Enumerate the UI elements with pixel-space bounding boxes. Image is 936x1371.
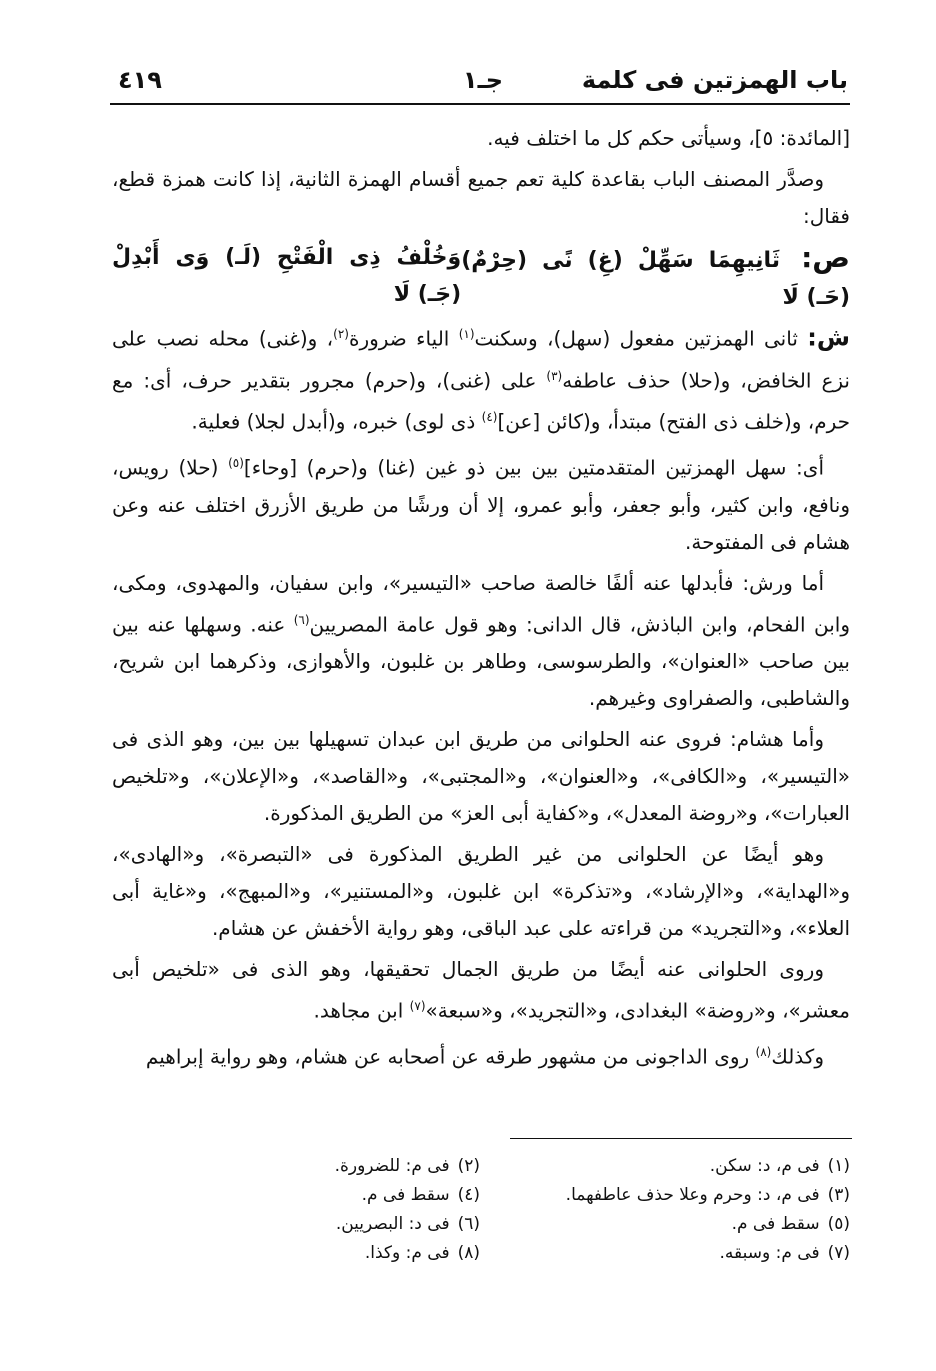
footnote-ref[interactable]: (٣) (546, 368, 563, 383)
volume-label: جـ١ (462, 66, 504, 94)
left-hemistich: وَخُلْفُ ذِى الْفَتْحِ (لَـ) وَى أَبْدِلْ (جَـ) لَا (112, 245, 462, 307)
footnote (480, 1239, 850, 1268)
footnote-number: (٦) (457, 1214, 480, 1234)
footnote-ref[interactable]: (٥) (228, 455, 244, 470)
footnote (480, 1181, 850, 1210)
footnote (110, 1239, 480, 1268)
paragraph: [المائدة: ٥]، وسيأتى حكم كل ما اختلف فيه. (487, 126, 850, 150)
footnote-number: (٧) (827, 1243, 850, 1263)
text-run: ثانى الهمزتين مفعول (سهل)، وسكنت (474, 326, 798, 351)
footnote (110, 1181, 480, 1210)
text-run: روى الداجونى من مشهور طرقه عن أصحابه عن هشام، وهو رواية إبراهيم (145, 1044, 756, 1069)
footnote (110, 1152, 480, 1181)
commentary-marker: ش: (807, 323, 851, 352)
header-rule (110, 103, 850, 105)
footnote-text: فى م: وسبقه. (719, 1243, 820, 1263)
footnote-ref[interactable]: (١) (458, 327, 475, 341)
text-run: أى: سهل الهمزتين المتقدمتين بين بين ذو غين (غنا) و(حرم) [وحاء] (243, 455, 825, 480)
footnotes (110, 1152, 850, 1268)
text-run: (حلا) رويس، ونافع، وابن كثير، وأبو جعفر، وأبو عمرو، إلا أن ورشًا من طريق الأزرق اختلف عنه وعن هشام فى المفتوحة. (112, 455, 850, 554)
text-run: أما ورش: فأبدلها عنه ألفًا خالصة صاحب «التيسير»، وابن سفيان، والمهدوى، ومكى، وابن الفحام، وابن الباذش، قال الدانى: وهو قول عامة المصريين (112, 570, 850, 637)
chapter-title: باب الهمزتين فى كلمة (581, 66, 848, 94)
footnote-ref[interactable]: (٤) (481, 410, 498, 425)
text-run: ابن مجاهد. (313, 998, 410, 1023)
footnote-text: فى م: للضرورة. (334, 1156, 450, 1176)
footnote-number: (٤) (457, 1185, 480, 1205)
footnote-text: فى م، د: وحرم وعلا حذف عاطفهما. (565, 1185, 820, 1205)
text-run: على (غنى)، و(حرم) مجرور بتقدير حرف، أى: مع حرم، و(خلف ذى الفتح) مبتدأ، و(كائن [عن] (112, 368, 850, 434)
paragraph: وصدَّر المصنف الباب بقاعدة كلية تعم جميع أقسام الهمزة الثانية، إذا كانت همزة قطع، فقال: (112, 167, 850, 228)
verse-marker: ص: (801, 241, 850, 274)
page-number: ٤١٩ (118, 66, 162, 94)
verse-right (461, 239, 850, 316)
text-run: وروى الحلوانى عنه أيضًا من طريق الجمال تحقيقها، وهو الذى فى «تلخيص أبى معشر»، و«روضة» البغدادى، و«التجريد»، و«سبعة» (112, 957, 850, 1023)
footnote-number: (٢) (457, 1156, 480, 1176)
paragraph: وهو أيضًا عن الحلوانى من غير الطريق المذكورة فى «التبصرة»، و«الهادى»، و«الهداية»، و«الإرشاد»، و«تذكرة» ابن غلبون، و«المستنير»، و«المبهج»، و«غاية أبى العلاء»، و«التجريد» من قراءته على عبد الباقى، وهو رواية الأخفش عن هشام. (112, 842, 850, 941)
right-hemistich: ثَانِيهِمَا سَهِّلْ (غِ) نًى (حِرْمٌ) (حَـ) لَا (461, 248, 850, 310)
page-header (118, 62, 848, 98)
paragraph (112, 445, 850, 561)
footnote-text: سقط فى م. (361, 1185, 450, 1205)
text-run: وكذلك (771, 1044, 824, 1069)
footnote-ref[interactable]: (٦) (293, 612, 310, 627)
main-text (112, 120, 850, 1080)
paragraph (112, 565, 850, 718)
commentary-paragraph (112, 316, 850, 441)
text-run: الياء ضرورة (348, 326, 459, 351)
footnote (480, 1152, 850, 1181)
footnote-ref[interactable]: (٧) (409, 999, 426, 1014)
footnote-ref[interactable]: (٢) (333, 327, 349, 341)
paragraph (112, 951, 850, 1030)
footnote-number: (٨) (457, 1243, 480, 1263)
footnote-number: (١) (827, 1156, 850, 1176)
footnote (480, 1210, 850, 1239)
footnote-text: سقط فى م. (731, 1214, 820, 1234)
footnote-text: فى د: البصريين. (335, 1214, 450, 1234)
paragraph: وأما هشام: فروى عنه الحلوانى من طريق ابن عبدان تسهيلها بين بين، وهو الذى فى «التيسير»، و«الكافى»، و«العنوان»، و«المجتبى»، و«القاصد»، و«الإعلان»، و«تلخيص العبارات»، و«روضة المعدل»، و«كفاية أبى العز» من الطريق المذكورة. (112, 727, 850, 826)
footnote-number: (٥) (827, 1214, 850, 1234)
text-run: ، و(غنى) محله نصب على نزع الخافض، و(حلا) حذف عاطفه (112, 326, 850, 393)
footnote-text: فى م، د: سكن. (709, 1156, 820, 1176)
footnote-ref[interactable]: (٨) (755, 1044, 772, 1059)
text-run: ذى لوى) خبره، و(أبدل لجلا) فعلية. (191, 409, 482, 434)
footnote-text: فى م: وكذا. (364, 1243, 450, 1263)
verse-line (112, 239, 850, 316)
footnote-number: (٣) (827, 1185, 850, 1205)
paragraph (112, 1034, 850, 1076)
footnote-rule (510, 1138, 852, 1139)
footnote (110, 1210, 480, 1239)
text-run: عنه. وسهلها عنه بين بين صاحب «العنوان»، والطرسوسى، وطاهر بن غلبون، والأهوازى، وذكرهما ابن شريح، والشاطبى، والصفراوى وغيرهم. (112, 612, 850, 711)
